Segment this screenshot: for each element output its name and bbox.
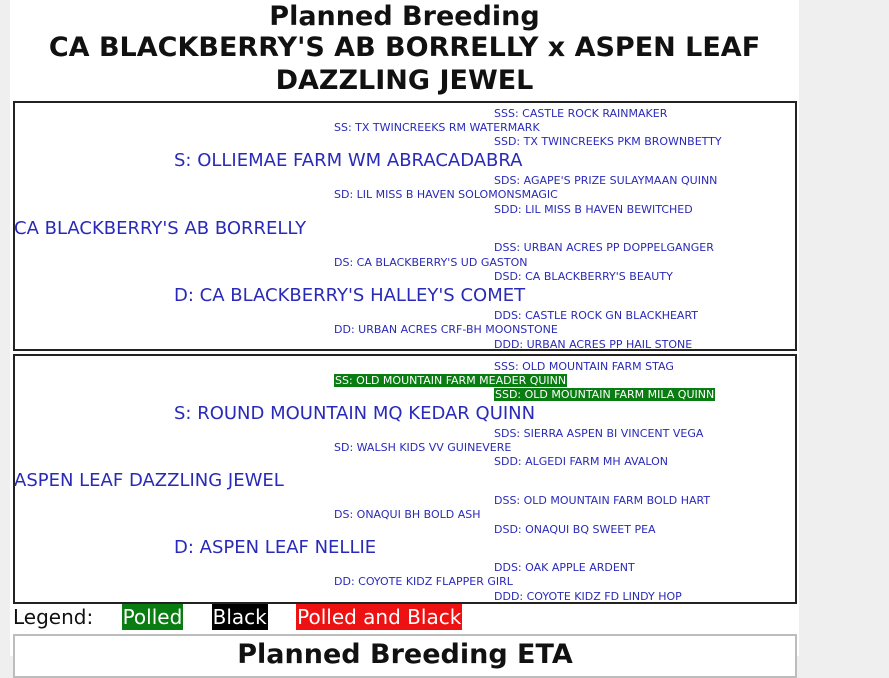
page-title-line1: Planned Breeding: [269, 1, 540, 32]
dam-s: S: ROUND MOUNTAIN MQ KEDAR QUINN: [174, 403, 536, 424]
sire-d: D: CA BLACKBERRY'S HALLEY'S COMET: [174, 285, 526, 306]
eta-section: [13, 634, 797, 678]
dam-sss: SSS: OLD MOUNTAIN FARM STAG: [494, 360, 674, 373]
legend: [13, 604, 484, 630]
sire-sd: SD: LIL MISS B HAVEN SOLOMONSMAGIC: [334, 188, 558, 201]
dam-sdd: SDD: ALGEDI FARM MH AVALON: [494, 455, 668, 468]
sire-ddd: DDD: URBAN ACRES PP HAIL STONE: [494, 338, 693, 351]
legend-label: Legend:: [13, 605, 94, 629]
sire-dsd: DSD: CA BLACKBERRY'S BEAUTY: [494, 270, 673, 283]
dam-sds: SDS: SIERRA ASPEN BI VINCENT VEGA: [494, 427, 704, 440]
dam-sd: SD: WALSH KIDS VV GUINEVERE: [334, 441, 512, 454]
sire-s: S: OLLIEMAE FARM WM ABRACADABRA: [174, 150, 523, 171]
sire-ss: SS: TX TWINCREEKS RM WATERMARK: [334, 121, 540, 134]
sire-animal-name: CA BLACKBERRY'S AB BORRELLY: [14, 218, 307, 239]
sire-sdd: SDD: LIL MISS B HAVEN BEWITCHED: [494, 203, 693, 216]
sire-sss: SSS: CASTLE ROCK RAINMAKER: [494, 107, 668, 120]
dam-pedigree-table: [13, 354, 797, 604]
dam-ssd: SSD: OLD MOUNTAIN FARM MILA QUINN: [495, 388, 715, 401]
page-title-line3: DAZZLING JEWEL: [275, 65, 534, 96]
dam-dsd: DSD: ONAQUI BQ SWEET PEA: [494, 523, 656, 536]
dam-animal-name: ASPEN LEAF DAZZLING JEWEL: [14, 470, 284, 491]
dam-dds: DDS: OAK APPLE ARDENT: [494, 561, 635, 574]
page-title-line2: CA BLACKBERRY'S AB BORRELLY x ASPEN LEAF: [48, 32, 761, 63]
sire-sds: SDS: AGAPE'S PRIZE SULAYMAAN QUINN: [494, 174, 718, 187]
sire-pedigree-table: [13, 101, 797, 351]
sire-dds: DDS: CASTLE ROCK GN BLACKHEART: [494, 309, 699, 322]
dam-ds: DS: ONAQUI BH BOLD ASH: [334, 508, 481, 521]
dam-dss: DSS: OLD MOUNTAIN FARM BOLD HART: [494, 494, 711, 507]
sire-ssd: SSD: TX TWINCREEKS PKM BROWNBETTY: [494, 135, 722, 148]
dam-dd: DD: COYOTE KIDZ FLAPPER GIRL: [334, 575, 513, 588]
eta-section-title: Planned Breeding ETA: [237, 639, 573, 670]
sire-ds: DS: CA BLACKBERRY'S UD GASTON: [334, 256, 528, 269]
legend-polled-swatch: Polled: [122, 605, 183, 629]
legend-polled-black-swatch: Polled and Black: [297, 605, 462, 629]
legend-black-swatch: Black: [212, 605, 267, 629]
dam-ss: SS: OLD MOUNTAIN FARM MEADER QUINN: [335, 374, 567, 387]
dam-ddd: DDD: COYOTE KIDZ FD LINDY HOP: [494, 590, 682, 603]
dam-d: D: ASPEN LEAF NELLIE: [174, 537, 377, 558]
sire-dd: DD: URBAN ACRES CRF-BH MOONSTONE: [334, 323, 558, 336]
sire-dss: DSS: URBAN ACRES PP DOPPELGANGER: [494, 241, 714, 254]
